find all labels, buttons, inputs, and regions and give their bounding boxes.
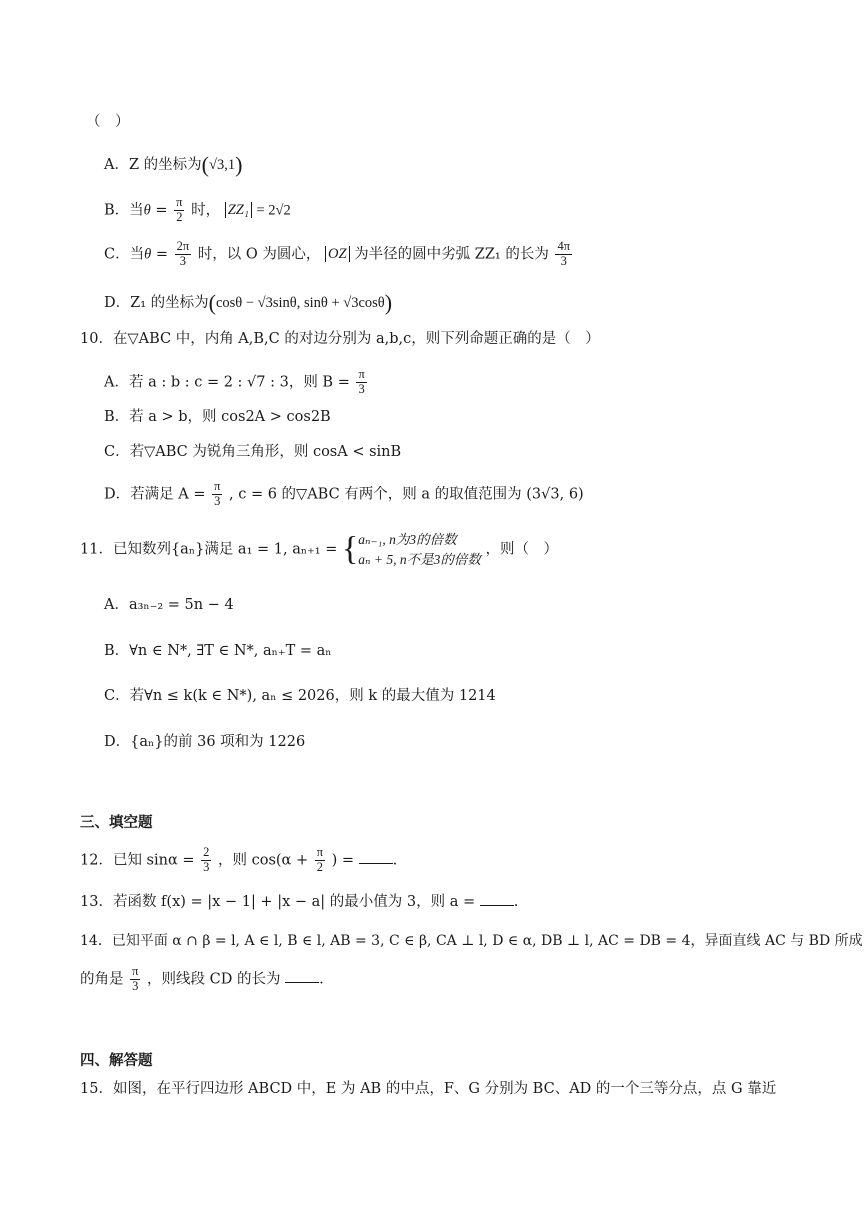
q10-option-d: D．若满足 A = $\frac{\pi}{3}$ , c = 6 的▽ABC 有两个，则 a 的取值范围为 (3√3, 6) — [104, 479, 584, 508]
fraction: $\frac{4\pi}{3}$ — [557, 239, 571, 268]
q9-option-c: C．当θ = $\frac{2\pi}{3}$ 时，以 O 为圆心， OZ 为半径的圆中劣弧 ZZ₁ 的长为 $\frac{4\pi}{3}$ — [104, 239, 571, 268]
q13: 13．若函数 f(x) = |x − 1| + |x − a| 的最小值为 3，则 a = . — [80, 891, 518, 911]
q10-option-b: B．若 a > b，则 cos2A > cos2B — [104, 409, 331, 425]
q11-option-a: A．a₃ₙ₋₂ = 5n − 4 — [104, 597, 234, 613]
answer-blank[interactable] — [359, 849, 393, 864]
q9-option-b: B．当θ = $\frac{\pi}{2}$ 时， ZZ₁ = 2√2 — [104, 195, 291, 224]
q11-option-c: C．若∀n ≤ k(k ∈ N*), aₙ ≤ 2026，则 k 的最大值为 1214 — [104, 688, 496, 704]
q14-line2: 的角是 $\frac{\pi}{3}$ ，则线段 CD 的长为 . — [80, 964, 324, 993]
fraction: $\frac{\pi}{2}$ — [316, 845, 324, 874]
q9-option-d: D．Z₁ 的坐标为(cosθ − √3sinθ, sinθ + √3cosθ) — [104, 290, 393, 315]
fraction: $\frac{2}{3}$ — [203, 845, 210, 874]
fraction: $\frac{\pi}{3}$ — [358, 367, 365, 396]
fraction: $\frac{\pi}{3}$ — [214, 479, 221, 508]
section-heading-fill-in: 三、填空题 — [80, 814, 153, 831]
q9-option-a: A．Z 的坐标为(√3,1) — [104, 152, 243, 177]
answer-paren: （ ） — [86, 114, 130, 130]
q11-option-d: D．{aₙ}的前 36 项和为 1226 — [104, 734, 306, 750]
answer-blank[interactable] — [285, 968, 319, 983]
piecewise-cases: aₙ₋₁, n为3的倍数 aₙ + 5, n不是3的倍数 — [358, 532, 481, 567]
answer-blank[interactable] — [480, 891, 514, 906]
q15-stem: 15．如图，在平行四边形 ABCD 中，E 为 AB 的中点，F、G 分别为 BC、AD 的一个三等分点，点 G 靠近 — [80, 1081, 777, 1097]
q12: 12．已知 sinα = $\frac{2}{3}$ ，则 cos(α + $\frac{\pi}{2}$ ) = . — [80, 845, 398, 874]
fraction: $\frac{2\pi}{3}$ — [176, 239, 190, 268]
fraction: $\frac{\pi}{3}$ — [132, 964, 139, 993]
section-heading-answers: 四、解答题 — [80, 1052, 153, 1069]
q10-option-a: A．若 a : b : c = 2 : √7 : 3，则 B = $\frac{\pi}{3}$ — [104, 367, 365, 396]
q10-stem: 10．在▽ABC 中，内角 A,B,C 的对边分别为 a,b,c，则下列命题正确的是（ ） — [80, 331, 600, 347]
q11-stem: 11．已知数列{aₙ}满足 a₁ = 1, aₙ₊₁ = { aₙ₋₁, n为3的倍数 aₙ + 5, n不是3的倍数 ，则（ ） — [80, 530, 558, 568]
q11-option-b: B．∀n ∈ N*, ∃T ∈ N*, aₙ₊T = aₙ — [104, 643, 332, 659]
q10-option-c: C．若▽ABC 为锐角三角形，则 cosA < sinB — [104, 444, 402, 460]
fraction: $\frac{\pi}{2}$ — [176, 195, 183, 224]
q14-line1: 14．已知平面 α ∩ β = l, A ∈ l, B ∈ l, AB = 3, C ∈ β, CA ⊥ l, D ∈ α, DB ⊥ l, AC = DB = 4，异面直线 AC 与 BD 所成 — [80, 933, 863, 949]
